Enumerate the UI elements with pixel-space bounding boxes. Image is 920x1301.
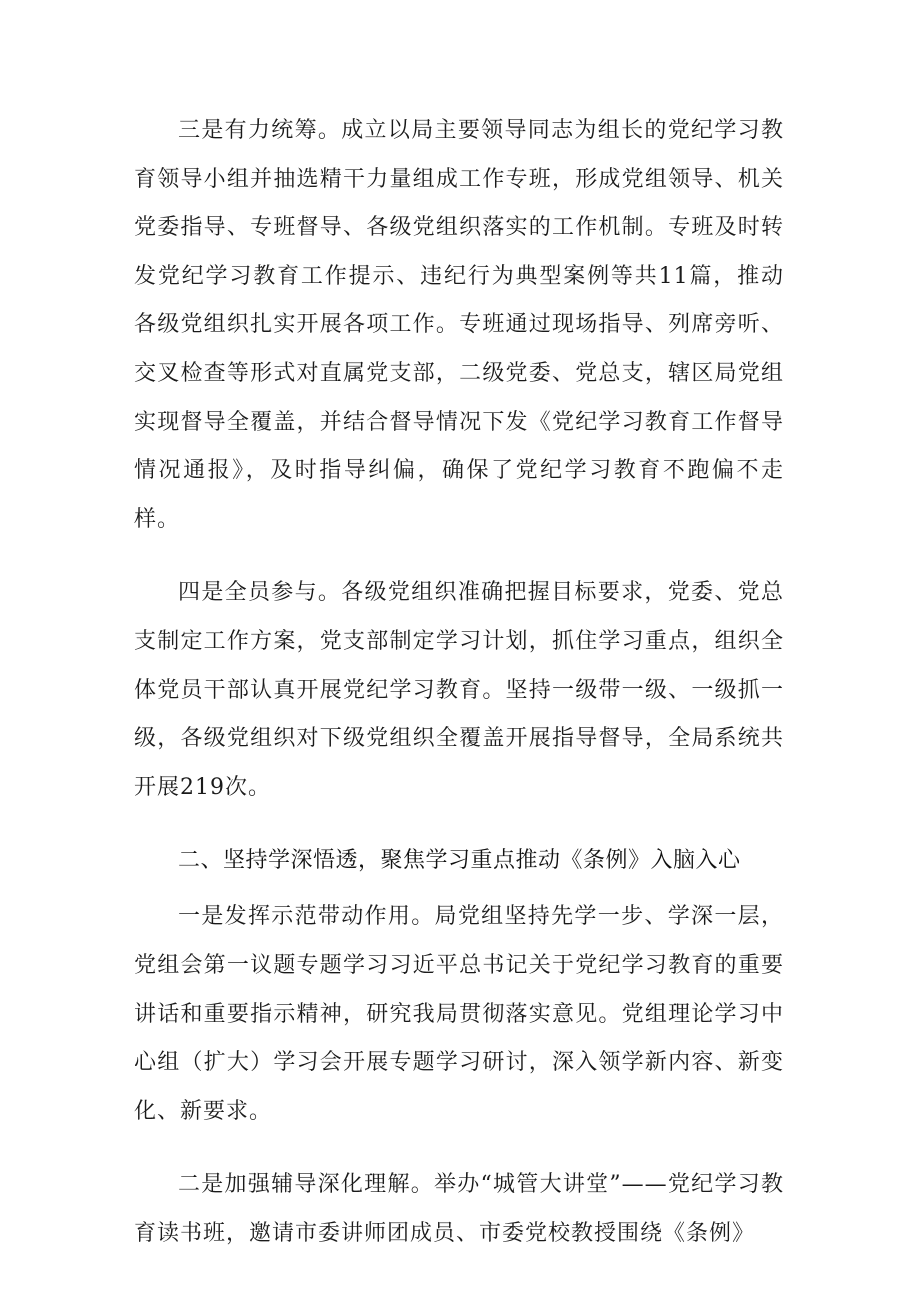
paragraph-demonstration: 一是发挥示范带动作用。局党组坚持先学一步、学深一层，党组会第一议题专题学习习近平总书记关于党纪学习教育的重要讲话和重要指示精神，研究我局贯彻落实意见。党组理论学习中心组（扩大）学习会开展专题学习研讨，深入领学新内容、新变化、新要求。 <box>134 904 784 1124</box>
section-heading: 二、坚持学深悟透，聚焦学习重点推动《条例》入脑入心 <box>178 848 741 874</box>
paragraph-gap <box>134 885 784 893</box>
paragraph-gap <box>134 1136 784 1161</box>
paragraph-coordination: 三是有力统筹。成立以局主要领导同志为组长的党纪学习教育领导小组并抽选精干力量组成工作专班，形成党组领导、机关党委指导、专班督导、各级党组织落实的工作机制。专班及时转发党纪学习教育工作提示、违纪行为典型案例等共11篇，推动各级党组织扎实开展各项工作。专班通过现场指导、列席旁听、交叉检查等形式对直属党支部，二级党委、党总支，辖区局党组实现督导全覆盖，并结合督导情况下发《党纪学习教育工作督导情况通报》，及时指导纠偏，确保了党纪学习教育不跑偏不走样。 <box>134 118 784 532</box>
paragraph-guidance: 二是加强辅导深化理解。举办“城管大讲堂”——党纪学习教育读书班，邀请市委讲师团成员、市委党校教授围绕《条例》 <box>134 1172 784 1246</box>
paragraph-gap <box>134 812 784 837</box>
paragraph-participation: 四是全员参与。各级党组织准确把握目标要求，党委、党总支制定工作方案，党支部制定学习计划，抓住学习重点，组织全体党员干部认真开展党纪学习教育。坚持一级带一级、一级抓一级，各级党组织对下级党组织全覆盖开展指导督导，全局系统共开展219次。 <box>134 580 784 800</box>
document-body <box>134 107 784 1258</box>
paragraph-gap <box>134 544 784 569</box>
